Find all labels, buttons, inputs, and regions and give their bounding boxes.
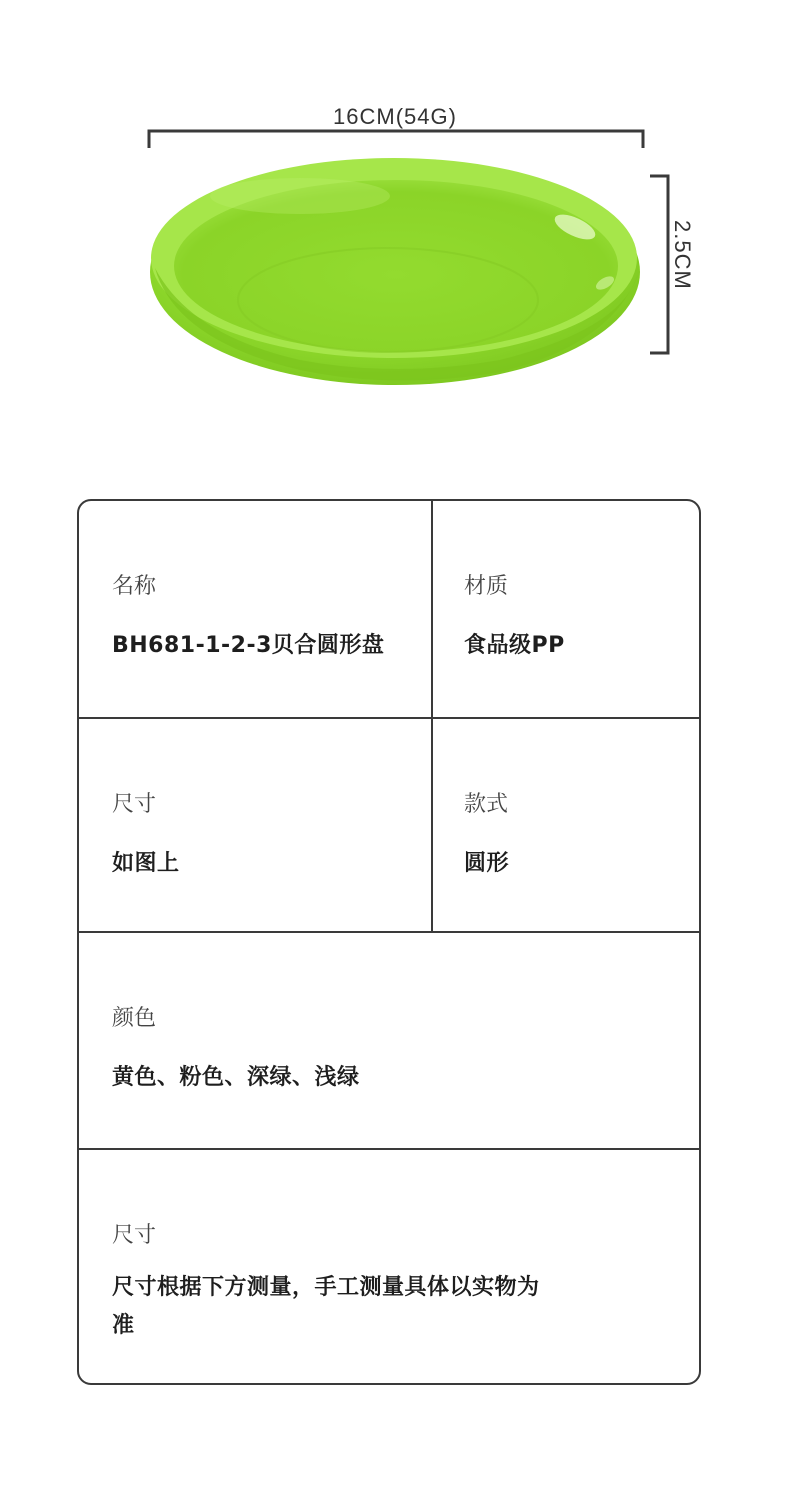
spec-cell-material <box>431 501 699 718</box>
spec-label: 材质 <box>464 574 509 599</box>
spec-cell-style <box>431 719 699 932</box>
spec-value: 圆形 <box>464 851 510 876</box>
spec-row <box>79 931 699 1149</box>
spec-label: 尺寸 <box>112 792 157 817</box>
spec-value: 如图上 <box>112 851 180 876</box>
plate-image <box>150 158 640 385</box>
spec-cell-name <box>79 501 431 718</box>
spec-cell-size <box>79 719 431 932</box>
spec-cell-colors <box>79 933 699 1149</box>
spec-cell-note <box>79 1150 699 1385</box>
spec-value: 尺寸根据下方测量，手工测量具体以实物为准 <box>112 1275 540 1338</box>
spec-label: 颜色 <box>112 1006 157 1031</box>
spec-table <box>77 499 701 1385</box>
width-dimension-label: 16CM(54G) <box>333 104 457 129</box>
spec-row <box>79 1148 699 1385</box>
spec-value: 食品级PP <box>464 633 565 658</box>
product-figure <box>0 0 790 440</box>
height-dimension-label: 2.5CM <box>670 220 695 290</box>
spec-row <box>79 501 699 718</box>
spec-value: BH681-1-2-3贝合圆形盘 <box>112 633 385 658</box>
spec-value: 黄色、粉色、深绿、浅绿 <box>112 1065 360 1090</box>
spec-row <box>79 717 699 932</box>
spec-label: 尺寸 <box>112 1223 157 1248</box>
spec-label: 款式 <box>464 792 509 817</box>
spec-label: 名称 <box>112 574 157 599</box>
